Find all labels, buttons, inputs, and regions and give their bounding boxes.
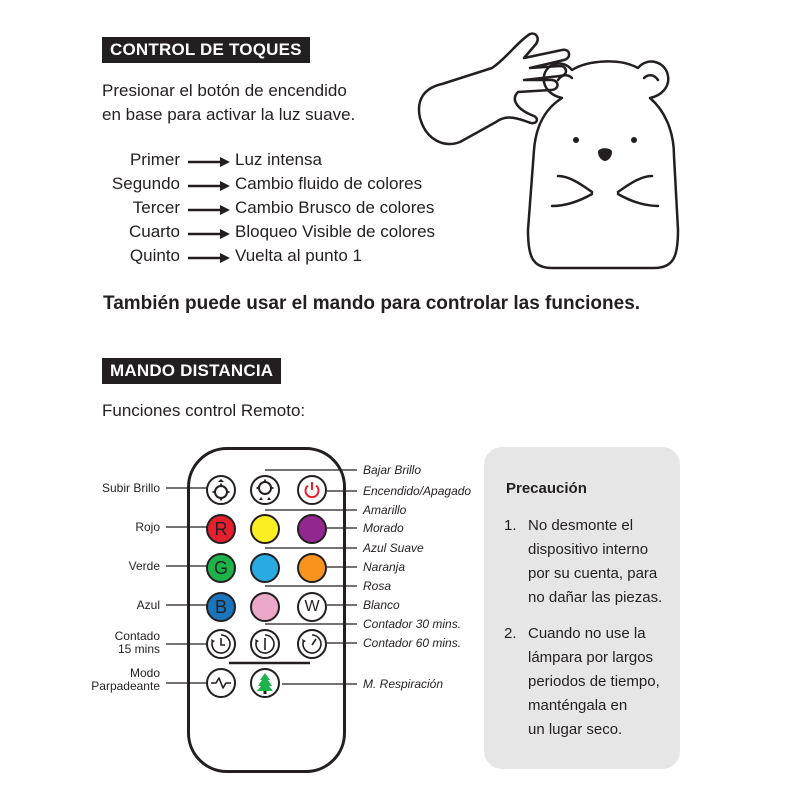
brightness-up-icon — [209, 478, 233, 502]
label-respiracion: M. Respiración — [363, 677, 444, 691]
step-ordinal: Segundo — [111, 174, 180, 193]
power-icon — [302, 480, 322, 500]
brightness-up-button[interactable] — [206, 475, 236, 505]
label-contador-60: Contador 60 mins. — [363, 636, 462, 650]
label-morado: Morado — [363, 521, 404, 535]
step-ordinal: Cuarto — [128, 222, 180, 241]
caution-item-line: periodos de tiempo, — [528, 673, 660, 690]
caution-item-line: lámpara por largos — [528, 649, 654, 666]
white-button[interactable] — [297, 592, 327, 622]
step-function: Cambio Brusco de colores — [235, 198, 435, 217]
step-function: Vuelta al punto 1 — [235, 246, 362, 265]
caution-item-line: manténgala en — [528, 697, 628, 714]
label-verde: Verde — [128, 559, 160, 573]
flash-mode-button[interactable] — [206, 668, 236, 698]
tree-icon — [254, 672, 276, 694]
intro-line-2: en base para activar la luz suave. — [102, 105, 356, 124]
step-ordinal: Primer — [129, 150, 180, 169]
caution-item-line: por su cuenta, para — [528, 565, 658, 582]
timer-15-button[interactable] — [206, 629, 236, 659]
label-azul-suave: Azul Suave — [363, 541, 424, 555]
pulse-wave-icon — [210, 675, 232, 691]
caution-title: Precaución — [506, 480, 587, 497]
label-modo-line2: Parpadeante — [91, 679, 160, 693]
step-function: Cambio fluido de colores — [235, 174, 423, 193]
label-modo-line1: Modo — [129, 666, 160, 680]
section-header-mando-distancia: MANDO DISTANCIA — [102, 358, 281, 384]
blue-button[interactable] — [206, 592, 236, 622]
caution-item-line: No desmonte el — [528, 517, 634, 534]
green-button[interactable] — [206, 553, 236, 583]
step-ordinal: Quinto — [129, 246, 180, 265]
remote-functions-subtitle: Funciones control Remoto: — [102, 401, 306, 420]
label-amarillo: Amarillo — [363, 503, 407, 517]
blue-letter: B — [214, 596, 227, 617]
brightness-down-icon — [253, 478, 277, 502]
label-bajar-brillo: Bajar Brillo — [363, 463, 422, 477]
label-contado-line2: 15 mins — [117, 642, 160, 656]
caution-item-number: 2. — [504, 625, 517, 642]
caution-box — [484, 447, 680, 769]
remote-control-note: También puede usar el mando para controlar las funciones. — [103, 293, 641, 314]
brightness-down-button[interactable] — [250, 475, 280, 505]
white-letter: W — [304, 598, 320, 615]
timer-60-button[interactable] — [297, 629, 327, 659]
timer-30-button[interactable] — [250, 629, 280, 659]
timer-30-icon — [253, 632, 277, 656]
label-azul: Azul — [136, 598, 160, 612]
label-blanco: Blanco — [363, 598, 400, 612]
light-blue-button[interactable] — [250, 553, 280, 583]
timer-60-icon — [300, 632, 324, 656]
label-subir-brillo: Subir Brillo — [101, 481, 160, 495]
step-function: Luz intensa — [235, 150, 322, 169]
step-ordinal: Tercer — [132, 198, 180, 217]
caution-item-line: no dañar las piezas. — [528, 589, 663, 606]
red-letter: R — [214, 518, 228, 539]
label-contado-line1: Contado — [114, 629, 160, 643]
pink-button[interactable] — [250, 592, 280, 622]
caution-item-number: 1. — [504, 517, 517, 534]
purple-button[interactable] — [297, 514, 327, 544]
orange-button[interactable] — [297, 553, 327, 583]
breathing-mode-button[interactable] — [250, 668, 280, 698]
timer-15-icon — [209, 632, 233, 656]
label-rojo: Rojo — [135, 520, 160, 534]
label-contador-30: Contador 30 mins. — [363, 617, 462, 631]
section-header-control-toques: CONTROL DE TOQUES — [102, 37, 310, 63]
label-encendido: Encendido/Apagado — [363, 484, 472, 498]
yellow-button[interactable] — [250, 514, 280, 544]
caution-item-line: Cuando no use la — [528, 625, 646, 642]
label-rosa: Rosa — [363, 579, 392, 593]
red-button[interactable] — [206, 514, 236, 544]
step-function: Bloqueo Visible de colores — [235, 222, 436, 241]
green-letter: G — [213, 557, 228, 578]
caution-item-line: un lugar seco. — [528, 721, 623, 738]
label-naranja: Naranja — [363, 560, 406, 574]
intro-line-1: Presionar el botón de encendido — [102, 81, 347, 100]
power-button[interactable] — [297, 475, 327, 505]
caution-item-line: dispositivo interno — [528, 541, 649, 558]
